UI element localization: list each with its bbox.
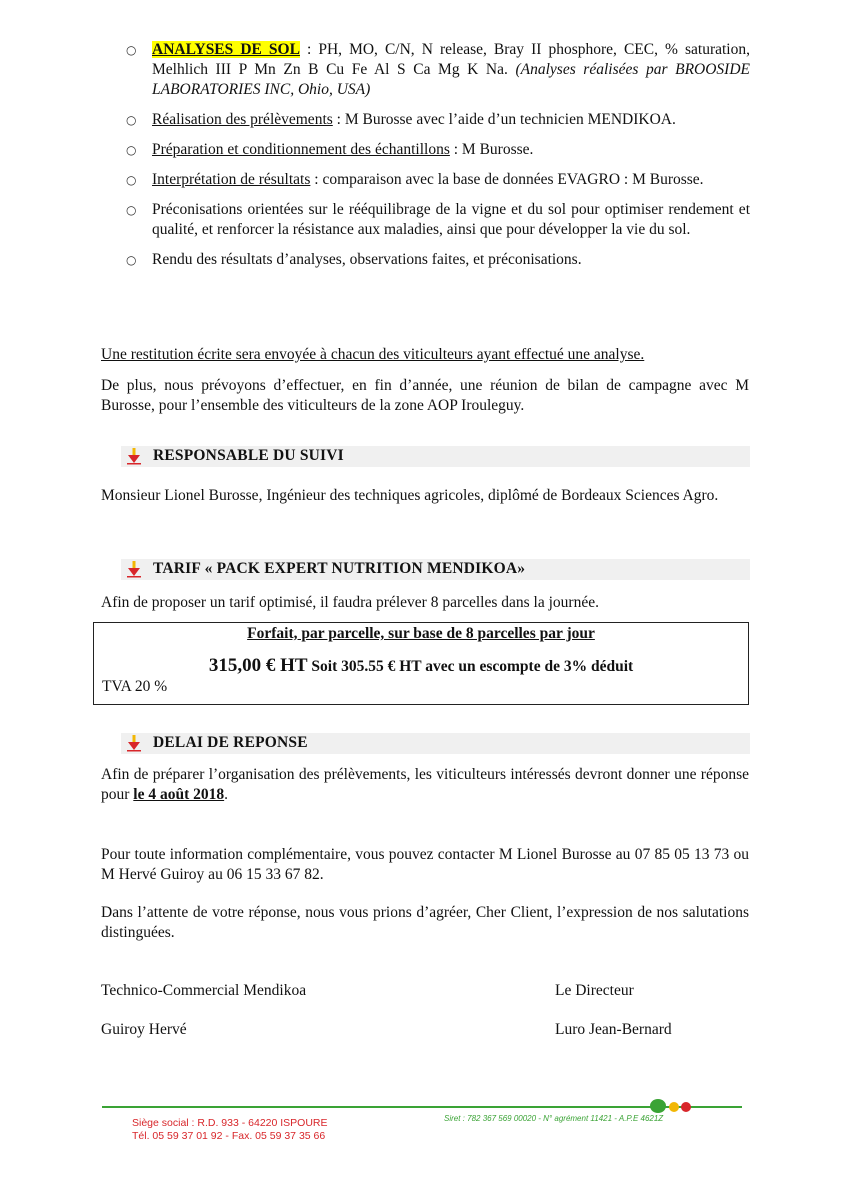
arrow-down-icon	[126, 447, 142, 465]
section-title: TARIF « PACK EXPERT NUTRITION MENDIKOA»	[153, 560, 526, 577]
price-box-heading: Forfait, par parcelle, sur base de 8 parcelles par jour	[247, 625, 595, 642]
signature-left-title: Technico-Commercial Mendikoa	[101, 982, 307, 999]
section-title: RESPONSABLE DU SUIVI	[153, 447, 344, 464]
price-discount: Soit 305.55 € HT avec un escompte de 3% déduit	[307, 658, 634, 675]
section-title: DELAI DE REPONSE	[153, 734, 308, 751]
closing-paragraph: Dans l’attente de votre réponse, nous vous prions d’agréer, Cher Client, l’expression de nos salutations distinguées.	[101, 904, 749, 941]
bullet-term: ANALYSES DE SOL	[152, 41, 300, 58]
section-header-tarif	[121, 559, 750, 580]
section-header-delai	[121, 733, 750, 754]
section-header-responsable	[121, 446, 750, 467]
footer-address: Siège social : R.D. 933 - 64220 ISPOURE Tél. 05 59 37 01 92 - Fax. 05 59 37 35 66	[132, 1117, 328, 1142]
tva-label: TVA 20 %	[102, 678, 168, 695]
list-item: ○ Interprétation de résultats : comparaison avec la base de données EVAGRO : M Burosse.	[126, 171, 704, 188]
price-line	[94, 655, 748, 677]
signature-left-name: Guiroy Hervé	[101, 1021, 187, 1038]
circle-bullet-icon: ○	[126, 43, 137, 57]
price-box	[93, 622, 749, 705]
list-item: ○ Préparation et conditionnement des échantillons : M Burosse.	[126, 141, 534, 158]
footer-divider	[102, 1106, 742, 1108]
footer-siret: Siret : 782 367 569 00020 - N° agrément 11421 - A.P.E 4621Z	[444, 1114, 664, 1123]
arrow-down-icon	[126, 560, 142, 578]
delai-paragraph: Afin de préparer l’organisation des prélèvements, les viticulteurs intéressés devront donner une réponse pour le 4 août 2018.	[101, 766, 749, 803]
circle-bullet-icon: ○	[126, 203, 137, 217]
signature-right-title: Le Directeur	[555, 982, 634, 999]
signature-right-name: Luro Jean-Bernard	[555, 1021, 672, 1038]
tarif-intro: Afin de proposer un tarif optimisé, il faudra prélever 8 parcelles dans la journée.	[101, 594, 599, 611]
price-value: 315,00 € HT	[208, 655, 308, 676]
bullet-term: Interprétation de résultats	[152, 171, 311, 188]
restitution-note: Une restitution écrite sera envoyée à chacun des viticulteurs ayant effectué une analyse.	[101, 346, 645, 363]
arrow-down-icon	[126, 734, 142, 752]
list-item: ○ Réalisation des prélèvements : M Burosse avec l’aide d’un technicien MENDIKOA.	[126, 111, 676, 128]
list-item: ○ ANALYSES DE SOL : PH, MO, C/N, N release, Bray II phosphore, CEC, % saturation, Melhlich III P Mn Zn B Cu Fe Al S Ca Mg K Na. (Analyses réalisées par BROOSIDE LABORATORIES INC, Ohio, USA)	[126, 41, 750, 98]
reunion-paragraph: De plus, nous prévoyons d’effectuer, en fin d’année, une réunion de bilan de campagne avec M Burosse, pour l’ensemble des viticulteurs de la zone AOP Irouleguy.	[101, 377, 749, 414]
circle-bullet-icon: ○	[126, 113, 137, 127]
contact-paragraph: Pour toute information complémentaire, vous pouvez contacter M Lionel Burosse au 07 85 05 13 73 ou M Hervé Guiroy au 06 15 33 67 82.	[101, 846, 749, 883]
deadline-date: le 4 août 2018	[133, 786, 225, 803]
bullet-term: Réalisation des prélèvements	[152, 111, 333, 128]
circle-bullet-icon: ○	[126, 143, 137, 157]
circle-bullet-icon: ○	[126, 173, 137, 187]
bullet-term: Préparation et conditionnement des échantillons	[152, 141, 450, 158]
circle-bullet-icon: ○	[126, 253, 137, 267]
responsable-paragraph: Monsieur Lionel Burosse, Ingénieur des techniques agricoles, diplômé de Bordeaux Sciences Agro.	[101, 487, 719, 504]
mendikoa-logo-icon	[650, 1097, 694, 1115]
bullet-list	[100, 40, 750, 280]
list-item: ○ Rendu des résultats d’analyses, observations faites, et préconisations.	[126, 251, 582, 268]
list-item: ○ Préconisations orientées sur le rééquilibrage de la vigne et du sol pour optimiser rendement et qualité, et renforcer la résistance aux maladies, ainsi que pour développer la vie du sol.	[126, 201, 750, 238]
